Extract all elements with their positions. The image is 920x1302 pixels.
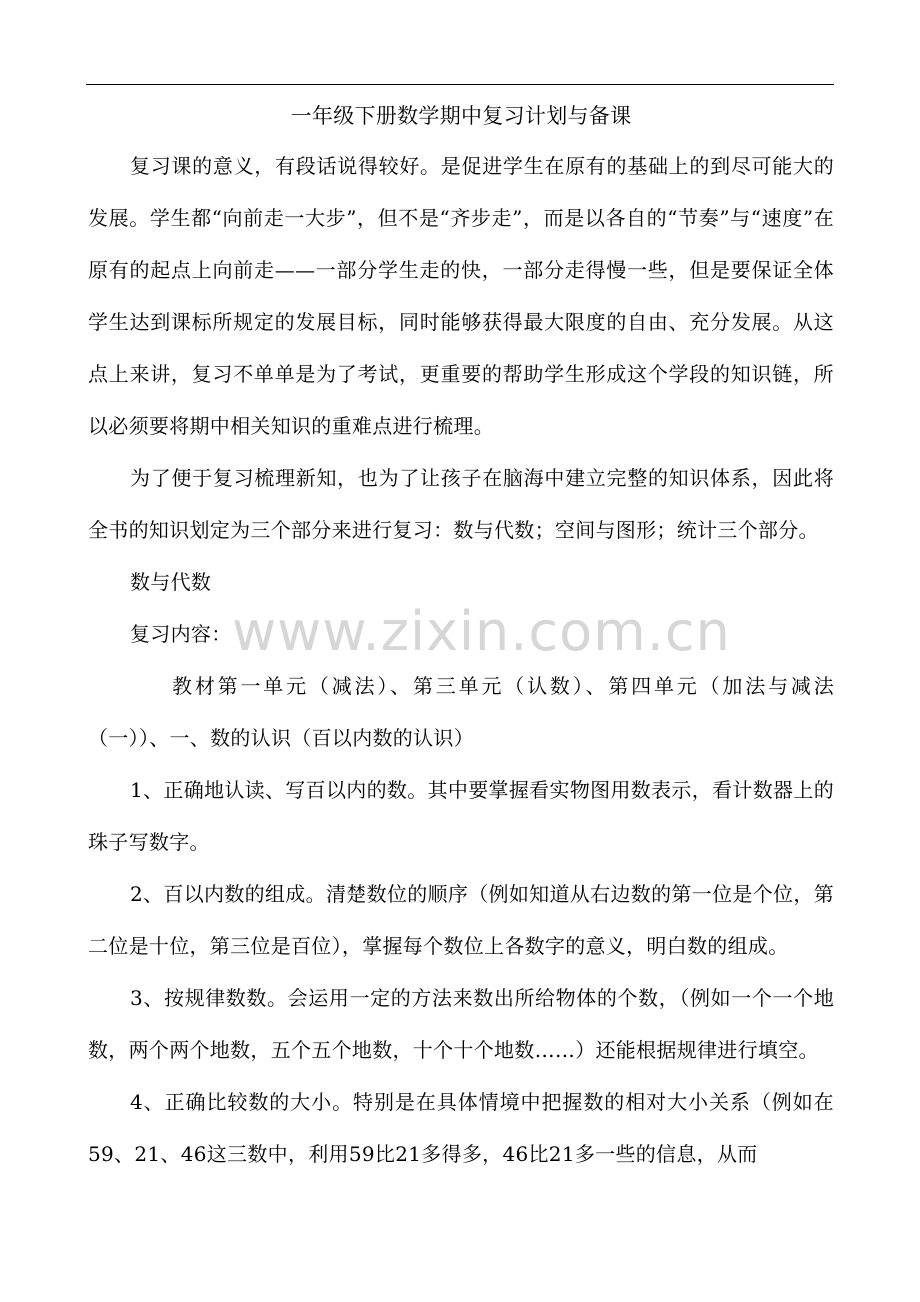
list-item-2: 2、百以内数的组成。清楚数位的顺序（例如知道从右边数的第一位是个位，第二位是十位，第三位是百位），掌握每个数位上各数字的意义，明白数的组成。 [88,882,834,958]
paragraph-textbook-units: 教材第一单元（减法）、第三单元（认数）、第四单元（加法与减法（一））、一、数的认识（百以内数的认识） [88,674,834,750]
review-content-label: 复习内容： [130,622,232,646]
list-item-3: 3、按规律数数。会运用一定的方法来数出所给物体的个数，（例如一个一个地数，两个两个地数，五个五个地数，十个十个地数……）还能根据规律进行填空。 [88,986,834,1062]
section-heading-number-algebra: 数与代数 [130,570,212,594]
watermark: www.zixin.com.cn [232,600,731,663]
document-title: 一年级下册数学期中复习计划与备课 [290,104,632,128]
header-rule [86,84,834,85]
list-item-4: 4、正确比较数的大小。特别是在具体情境中把握数的相对大小关系（例如在59、21、46这三数中，利用59比21多得多，46比21多一些的信息，从而 [88,1090,834,1166]
list-item-1: 1、正确地认读、写百以内的数。其中要掌握看实物图用数表示，看计数器上的珠子写数字。 [88,778,834,854]
paragraph-review-parts: 为了便于复习梳理新知，也为了让孩子在脑海中建立完整的知识体系，因此将全书的知识划定为三个部分来进行复习：数与代数；空间与图形；统计三个部分。 [88,466,834,542]
paragraph-review-meaning: 复习课的意义，有段话说得较好。是促进学生在原有的基础上的到尽可能大的发展。学生都“向前走一大步”，但不是“齐步走”，而是以各自的“节奏”与“速度”在原有的起点上向前走——一部分学生走的快，一部分走得慢一些，但是要保证全体学生达到课标所规定的发展目标，同时能够获得最大限度的自由、充分发展。从这点上来讲，复习不单单是为了考试，更重要的帮助学生形成这个学段的知识链，所以必须要将期中相关知识的重难点进行梳理。 [88,154,834,438]
document-body [88,98,834,1180]
